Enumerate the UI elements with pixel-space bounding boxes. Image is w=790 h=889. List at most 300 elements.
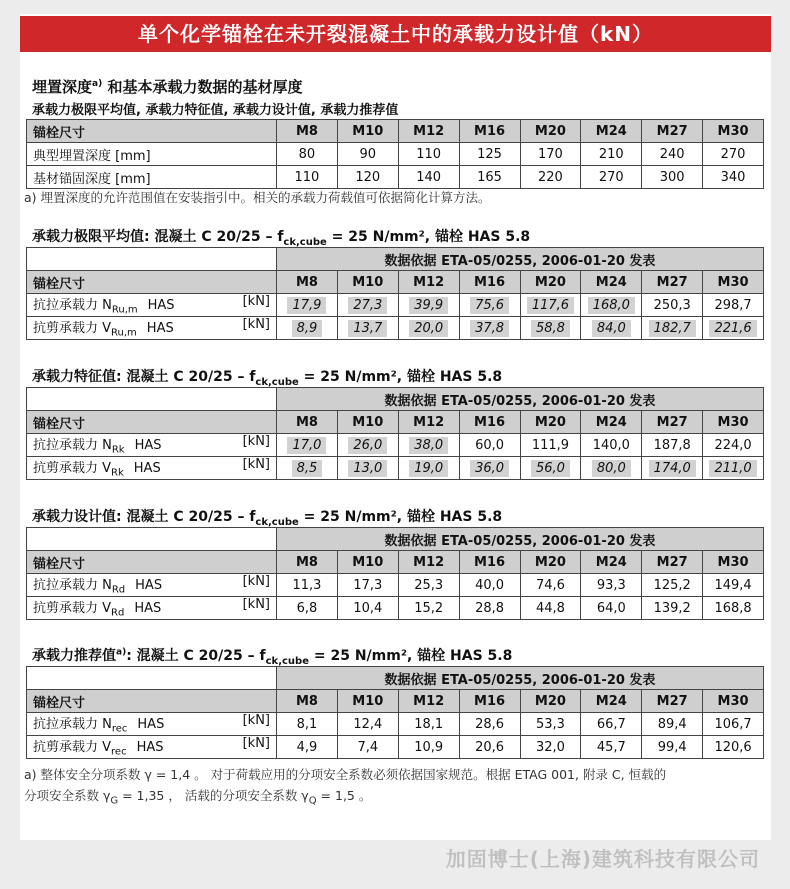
table-row (27, 736, 764, 759)
table-row (27, 317, 764, 340)
value-cell (703, 574, 764, 597)
source-note: 数据依据 ETA-05/0255, 2006-01-20 发表 (277, 528, 764, 551)
load-subscript: Rk (111, 467, 124, 479)
size-header: M8 (277, 271, 338, 294)
sec1-title (32, 76, 302, 97)
load-subscript: rec (111, 746, 127, 758)
table-row (27, 294, 764, 317)
note2-a: 分项安全系数 γ (24, 788, 111, 803)
value-cell: 125 (459, 143, 520, 166)
note2-sub-q: Q (308, 795, 317, 807)
load-label (33, 434, 162, 456)
size-header: M20 (520, 120, 581, 143)
size-header: M27 (642, 551, 703, 574)
value-text: 10,9 (414, 739, 444, 755)
value-cell (277, 434, 338, 457)
sec1-title-rest: 和基本承载力数据的基材厚度 (107, 78, 303, 96)
load-subscript: Rk (111, 444, 125, 456)
load-name: 抗拉承载力 N (33, 298, 112, 314)
value-cell (398, 597, 459, 620)
value-cell (520, 713, 581, 736)
value-cell (642, 736, 703, 759)
value-text: 6,8 (296, 600, 318, 616)
sec3-title-sub: ck,cube (255, 376, 299, 388)
value-text: 20,0 (409, 320, 448, 337)
value-text: 56,0 (531, 460, 570, 477)
value-text: 40,0 (475, 577, 505, 593)
sec3-title (32, 366, 502, 388)
value-cell: 270 (703, 143, 764, 166)
anchor-type: HAS (134, 438, 162, 454)
source-row (27, 667, 764, 690)
value-text: 12,4 (353, 716, 383, 732)
size-header: M12 (398, 120, 459, 143)
value-cell (337, 317, 398, 340)
load-subscript: Rd (111, 607, 125, 619)
row-label (27, 294, 277, 317)
source-row (27, 388, 764, 411)
source-note: 数据依据 ETA-05/0255, 2006-01-20 发表 (277, 667, 764, 690)
sec4-title (32, 506, 502, 528)
value-text: 7,4 (357, 739, 379, 755)
value-text: 13,7 (348, 320, 387, 337)
anchor-type: HAS (135, 578, 163, 594)
value-cell (459, 713, 520, 736)
load-label (33, 457, 161, 479)
value-text: 221,6 (709, 320, 756, 337)
sec1-title-sup: a) (92, 79, 103, 89)
row-label (27, 434, 277, 457)
load-name: 抗剪承载力 V (33, 321, 112, 337)
blank-cell (27, 388, 277, 411)
source-row (27, 528, 764, 551)
value-text: 168,0 (588, 297, 635, 314)
ultimate-mean-table (26, 247, 764, 340)
value-cell: 110 (277, 166, 338, 189)
row-label (27, 713, 277, 736)
value-cell: 140 (398, 166, 459, 189)
sec4-title-rest: = 25 N/mm², 锚栓 HAS 5.8 (298, 509, 503, 525)
value-text: 37,8 (470, 320, 509, 337)
value-cell (459, 574, 520, 597)
sec2-title-sub: ck,cube (283, 236, 327, 248)
sec3-title-rest: = 25 N/mm², 锚栓 HAS 5.8 (298, 369, 503, 385)
value-cell (337, 457, 398, 480)
anchor-type: HAS (133, 461, 161, 477)
size-header: M24 (581, 120, 642, 143)
size-header: M24 (581, 271, 642, 294)
value-text: 26,0 (348, 437, 387, 454)
sec5-title-mid: : 混凝土 C 20/25 – f (126, 648, 266, 664)
blank-cell (27, 667, 277, 690)
sec4-title-text: 承载力设计值: 混凝土 C 20/25 – f (32, 509, 256, 525)
sec5-title-text: 承载力推荐值 (32, 648, 116, 664)
header-label: 锚栓尺寸 (27, 411, 277, 434)
value-cell (581, 434, 642, 457)
value-text: 10,4 (353, 600, 383, 616)
value-cell (581, 457, 642, 480)
size-header: M10 (337, 690, 398, 713)
company-footer: 加固博士(上海)建筑科技有限公司 (445, 847, 760, 871)
value-cell (277, 736, 338, 759)
load-label (33, 713, 164, 735)
unit-label: [kN] (242, 294, 270, 310)
size-header: M16 (459, 120, 520, 143)
value-text: 25,3 (414, 577, 444, 593)
value-cell (277, 574, 338, 597)
value-text: 99,4 (657, 739, 687, 755)
value-cell: 210 (581, 143, 642, 166)
value-text: 182,7 (649, 320, 696, 337)
value-cell (277, 713, 338, 736)
table-row (27, 597, 764, 620)
size-header: M10 (337, 551, 398, 574)
value-cell: 165 (459, 166, 520, 189)
value-cell (337, 434, 398, 457)
value-text: 75,6 (470, 297, 509, 314)
size-header: M10 (337, 411, 398, 434)
value-cell (337, 597, 398, 620)
size-header: M16 (459, 690, 520, 713)
value-cell (642, 294, 703, 317)
value-text: 250,3 (653, 297, 691, 313)
load-label (33, 736, 164, 758)
load-subscript: Ru,m (111, 304, 138, 316)
value-cell: 170 (520, 143, 581, 166)
value-cell (581, 597, 642, 620)
size-header: M16 (459, 411, 520, 434)
unit-label: [kN] (242, 574, 270, 590)
load-subscript: rec (111, 723, 128, 735)
value-cell (398, 736, 459, 759)
value-text: 13,0 (348, 460, 387, 477)
value-cell (520, 457, 581, 480)
value-text: 187,8 (653, 437, 691, 453)
datasheet-page (20, 14, 771, 840)
size-header: M8 (277, 411, 338, 434)
value-cell: 340 (703, 166, 764, 189)
sec5-title-sup: a) (116, 647, 127, 658)
value-cell (398, 294, 459, 317)
page-banner: 单个化学锚栓在未开裂混凝土中的承载力设计值（kN） (20, 16, 771, 52)
source-row (27, 248, 764, 271)
header-row (27, 120, 764, 143)
load-label (33, 597, 161, 619)
size-header: M20 (520, 690, 581, 713)
size-header: M12 (398, 411, 459, 434)
load-name: 抗剪承载力 V (33, 601, 112, 617)
value-text: 19,0 (409, 460, 448, 477)
size-header: M27 (642, 120, 703, 143)
header-row (27, 271, 764, 294)
table-row (27, 166, 764, 189)
load-name: 抗拉承载力 N (33, 717, 112, 733)
value-cell (277, 457, 338, 480)
value-text: 15,2 (414, 600, 444, 616)
value-text: 174,0 (649, 460, 696, 477)
size-header: M12 (398, 690, 459, 713)
value-text: 20,6 (475, 739, 505, 755)
size-header: M27 (642, 271, 703, 294)
value-cell (642, 317, 703, 340)
load-subscript: Ru,m (111, 327, 137, 339)
unit-label: [kN] (242, 597, 270, 613)
table-row (27, 434, 764, 457)
embed-depth-table (26, 119, 764, 189)
load-label (33, 574, 162, 596)
load-subscript: Rd (111, 584, 126, 596)
value-cell (520, 736, 581, 759)
header-row (27, 411, 764, 434)
value-text: 211,0 (709, 460, 756, 477)
value-text: 8,1 (296, 716, 318, 732)
value-cell (520, 294, 581, 317)
value-cell (337, 574, 398, 597)
value-text: 44,8 (535, 600, 565, 616)
value-cell (277, 317, 338, 340)
size-header: M27 (642, 690, 703, 713)
characteristic-table (26, 387, 764, 480)
value-cell (459, 597, 520, 620)
size-header: M8 (277, 551, 338, 574)
size-header: M8 (277, 120, 338, 143)
value-cell (398, 574, 459, 597)
size-header: M20 (520, 551, 581, 574)
recommended-table (26, 666, 764, 759)
value-text: 28,6 (475, 716, 505, 732)
row-label: 基材锚固深度 [mm] (27, 166, 277, 189)
header-row (27, 551, 764, 574)
value-cell (459, 317, 520, 340)
header-label: 锚栓尺寸 (27, 690, 277, 713)
size-header: M10 (337, 271, 398, 294)
value-text: 17,0 (287, 437, 326, 454)
size-header: M8 (277, 690, 338, 713)
row-label (27, 574, 277, 597)
value-text: 58,8 (531, 320, 570, 337)
size-header: M24 (581, 551, 642, 574)
value-text: 74,6 (535, 577, 565, 593)
sec3-title-text: 承载力特征值: 混凝土 C 20/25 – f (32, 369, 256, 385)
blank-cell (27, 528, 277, 551)
design-table (26, 527, 764, 620)
size-header: M30 (703, 120, 764, 143)
value-text: 32,0 (535, 739, 565, 755)
value-text: 140,0 (592, 437, 630, 453)
load-label (33, 317, 174, 339)
value-text: 125,2 (653, 577, 691, 593)
value-text: 120,6 (714, 739, 752, 755)
value-text: 27,3 (348, 297, 387, 314)
value-cell: 220 (520, 166, 581, 189)
value-cell (337, 294, 398, 317)
size-header: M30 (703, 551, 764, 574)
value-cell (277, 597, 338, 620)
table-row (27, 457, 764, 480)
value-cell (581, 294, 642, 317)
row-label (27, 317, 277, 340)
unit-label: [kN] (242, 434, 270, 450)
value-cell: 300 (642, 166, 703, 189)
value-cell (581, 736, 642, 759)
sec5-note-line1: a) 整体安全分项系数 γ = 1,4 。 对于荷载应用的分项安全系数必须依据国家规范。根据 ETAG 001, 附录 C, 恒载的 (24, 767, 667, 782)
load-label (33, 294, 175, 316)
value-cell (642, 457, 703, 480)
unit-label: [kN] (242, 317, 270, 333)
value-cell (581, 317, 642, 340)
value-cell (642, 574, 703, 597)
value-text: 60,0 (475, 437, 505, 453)
row-label: 典型埋置深度 [mm] (27, 143, 277, 166)
sec2-title (32, 226, 530, 248)
value-cell (398, 317, 459, 340)
unit-label: [kN] (242, 457, 270, 473)
value-text: 18,1 (414, 716, 444, 732)
value-cell (337, 736, 398, 759)
size-header: M27 (642, 411, 703, 434)
note2-sub-g: G (110, 795, 119, 807)
value-text: 84,0 (592, 320, 631, 337)
value-cell (459, 434, 520, 457)
value-text: 38,0 (409, 437, 448, 454)
value-text: 224,0 (714, 437, 752, 453)
value-cell: 240 (642, 143, 703, 166)
value-text: 8,9 (292, 320, 323, 337)
value-text: 11,3 (292, 577, 322, 593)
table-row (27, 143, 764, 166)
value-cell (337, 713, 398, 736)
size-header: M10 (337, 120, 398, 143)
row-label (27, 457, 277, 480)
value-cell (520, 434, 581, 457)
value-cell (459, 736, 520, 759)
value-cell (581, 713, 642, 736)
value-text: 45,7 (596, 739, 626, 755)
header-row (27, 690, 764, 713)
row-label (27, 597, 277, 620)
value-cell (398, 713, 459, 736)
value-cell: 270 (581, 166, 642, 189)
value-text: 36,0 (470, 460, 509, 477)
sec2-title-text: 承载力极限平均值: 混凝土 C 20/25 – f (32, 229, 284, 245)
value-cell (642, 713, 703, 736)
table-row (27, 713, 764, 736)
value-cell: 80 (277, 143, 338, 166)
blank-cell (27, 248, 277, 271)
anchor-type: HAS (134, 601, 162, 617)
value-cell (581, 574, 642, 597)
size-header: M30 (703, 271, 764, 294)
sec1-title-text: 埋置深度 (32, 78, 93, 96)
value-text: 149,4 (714, 577, 752, 593)
value-cell (703, 317, 764, 340)
load-name: 抗拉承载力 N (33, 578, 112, 594)
value-cell (520, 574, 581, 597)
value-cell (277, 294, 338, 317)
value-cell (398, 457, 459, 480)
size-header: M16 (459, 271, 520, 294)
anchor-type: HAS (137, 717, 165, 733)
sec1-subtitle: 承载力极限平均值, 承载力特征值, 承载力设计值, 承载力推荐值 (32, 103, 399, 118)
value-text: 106,7 (714, 716, 752, 732)
load-name: 抗拉承载力 N (33, 438, 112, 454)
sec2-title-rest: = 25 N/mm², 锚栓 HAS 5.8 (326, 229, 531, 245)
header-label: 锚栓尺寸 (27, 551, 277, 574)
size-header: M12 (398, 271, 459, 294)
size-header: M12 (398, 551, 459, 574)
value-cell (459, 294, 520, 317)
value-text: 4,9 (296, 739, 318, 755)
value-text: 28,8 (475, 600, 505, 616)
source-note: 数据依据 ETA-05/0255, 2006-01-20 发表 (277, 248, 764, 271)
anchor-type: HAS (136, 740, 164, 756)
value-text: 64,0 (596, 600, 626, 616)
value-text: 39,9 (409, 297, 448, 314)
value-cell: 110 (398, 143, 459, 166)
value-cell: 120 (337, 166, 398, 189)
size-header: M30 (703, 411, 764, 434)
value-cell: 90 (337, 143, 398, 166)
value-text: 80,0 (592, 460, 631, 477)
anchor-type: HAS (146, 321, 174, 337)
value-cell (520, 597, 581, 620)
value-text: 139,2 (653, 600, 691, 616)
header-label: 锚栓尺寸 (27, 120, 277, 143)
value-text: 17,3 (353, 577, 383, 593)
unit-label: [kN] (242, 713, 270, 729)
value-text: 66,7 (596, 716, 626, 732)
anchor-type: HAS (147, 298, 175, 314)
table-row (27, 574, 764, 597)
value-cell (642, 434, 703, 457)
note2-b: = 1,35 ， 活载的分项安全系数 γ (118, 788, 309, 803)
value-text: 93,3 (596, 577, 626, 593)
value-text: 298,7 (714, 297, 752, 313)
row-label (27, 736, 277, 759)
sec4-title-sub: ck,cube (255, 516, 299, 528)
value-cell (520, 317, 581, 340)
value-text: 117,6 (527, 297, 574, 314)
value-cell (703, 294, 764, 317)
value-cell (459, 457, 520, 480)
size-header: M30 (703, 690, 764, 713)
value-text: 89,4 (657, 716, 687, 732)
size-header: M16 (459, 551, 520, 574)
sec5-note-line2 (24, 786, 371, 807)
value-text: 17,9 (287, 297, 326, 314)
value-cell (642, 597, 703, 620)
size-header: M24 (581, 690, 642, 713)
load-name: 抗剪承载力 V (33, 461, 112, 477)
value-cell (703, 457, 764, 480)
sec5-title-sub: ck,cube (265, 655, 309, 667)
size-header: M20 (520, 411, 581, 434)
value-cell (703, 736, 764, 759)
value-cell (398, 434, 459, 457)
value-cell (703, 597, 764, 620)
value-text: 8,5 (292, 460, 323, 477)
size-header: M20 (520, 271, 581, 294)
sec1-note: a) 埋置深度的允许范围值在安装指引中。相关的承载力荷载值可依据简化计算方法。 (24, 190, 491, 205)
unit-label: [kN] (242, 736, 270, 752)
value-text: 53,3 (535, 716, 565, 732)
value-cell (703, 713, 764, 736)
value-text: 111,9 (531, 437, 570, 453)
value-text: 168,8 (714, 600, 752, 616)
size-header: M24 (581, 411, 642, 434)
header-label: 锚栓尺寸 (27, 271, 277, 294)
value-cell (703, 434, 764, 457)
